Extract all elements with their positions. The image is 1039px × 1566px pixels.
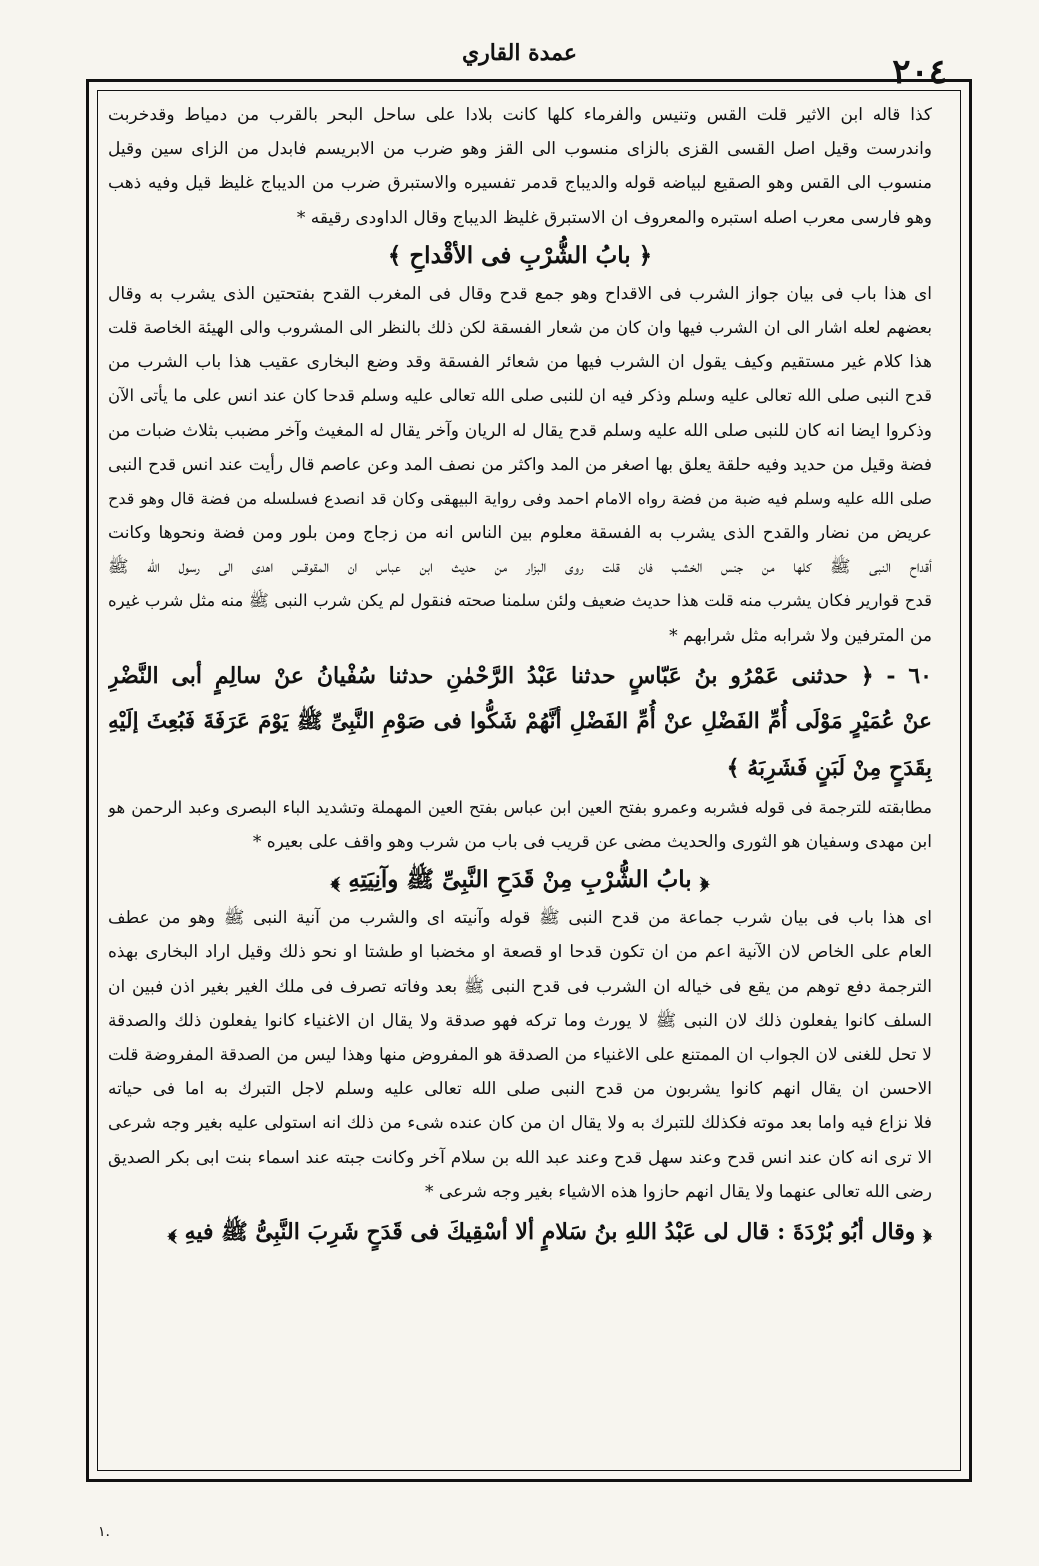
page-body bbox=[108, 98, 932, 1478]
text-line: العام على الخاص لان الآنية اعم من ان تكون قدحا او قصعة او مخضبا او طشتا او نحو ذلك وقيل اراد البخارى بهذه bbox=[108, 942, 932, 963]
footer-mark: ١. bbox=[98, 1524, 110, 1540]
text-line: الترجمة دفع توهم من يقع فى خياله ان الشرب فى قدح النبى ﷺ بعد وفاته تصرف فى ملك الغير بغير اذن فبين ان bbox=[108, 976, 932, 997]
text-line: صلى الله عليه وسلم فيه ضبة من فضة رواه الامام احمد وفى رواية البيهقى وكان قد انصدع فسلسله من فضة قال وهو قدح bbox=[108, 488, 932, 508]
running-title: عمدة القاري bbox=[461, 40, 578, 66]
hadith-60 bbox=[108, 653, 932, 791]
text-line: من المترفين ولا شرابه مثل شرابهم * bbox=[669, 625, 932, 646]
text-line: أقداح النبى ﷺ كلها من جنس الخشب فان قلت روى البزار من حديث ابن عباس ان المقوقس اهدى الى رسول الله ﷺ bbox=[108, 557, 932, 578]
text-line: الا ترى انه كان عند انس قدح وعند سهل قدح وعند عبد الله بن سلام آخر وكانت جبته عند اسماء بنت ابى بكر الصديق bbox=[108, 1147, 932, 1168]
text-line: السلف كانوا يفعلون ذلك لان النبى ﷺ لا يورث وما تركه فهو صدقة ولا يقال ان الاغنياء كانوا يفعلون ذلك والصدقة bbox=[108, 1010, 932, 1031]
hadith-line: ٦٠ - ﴿ حدثنى عَمْرُو بنُ عَبّاسٍ حدثنا عَبْدُ الرَّحْمٰنِ حدثنا سُفْيانُ عنْ سالِمٍ أبى النَّضْرِ bbox=[108, 662, 932, 689]
text-line: الاحسن ان يقال انهم كانوا يشربون من قدح النبى صلى الله تعالى عليه وسلم لاجل التبرك به اما فى حياته bbox=[108, 1079, 932, 1100]
text-line: وذكروا ايضا انه كان للنبى صلى الله عليه وسلم قدح يقال له الريان وآخر يقال له المغيث وآخر مضبب بثلاث ضبات من bbox=[108, 420, 932, 441]
text-line: ابن مهدى وسفيان هو الثورى والحديث مضى عن قريب فى باب من شرب وهو واقف على بعيره * bbox=[252, 832, 932, 852]
commentary-block-3 bbox=[108, 791, 932, 859]
text-line: فضة وقيل من حديد وفيه حلقة يعلق بها اصغر من المد واكثر من نصف المد وعن عاصم قال رأيت عند انس قدح النبى bbox=[108, 454, 932, 475]
hadith-line: بِقَدَحٍ مِنْ لَبَنٍ فَشَرِبَهُ ﴾ bbox=[726, 754, 932, 781]
text-line: عريض من نضار والقدح الذى يشرب به الفسقة معلوم بين الناس انه من زجاج ومن بلور ومن فضة ونحوها وكانت bbox=[108, 523, 932, 544]
text-line: رضى الله تعالى عنهما ولا يقال انهم حازوا هذه الاشياء بغير وجه شرعى * bbox=[425, 1181, 932, 1202]
text-line: وهو فارسى معرب اصله استبره والمعروف ان الاستبرق غليظ الديباج وقال الداودى رقيقه * bbox=[296, 207, 932, 228]
commentary-block-2 bbox=[108, 277, 932, 653]
text-line: قدح النبى صلى الله تعالى عليه وسلم وذكر فيه ان للنبى صلى الله تعالى عليه وسلم قدحا كان عند انس على ما يأتى الآن bbox=[108, 386, 932, 406]
text-line: واندرست وقيل اصل القسى القزى بالزاى منسوب الى القز وهو ضرب من الابريسم فابدل من الزاى سين وقيل bbox=[108, 139, 932, 160]
text-line: اى هذا باب فى بيان جواز الشرب فى الاقداح وهو جمع قدح وقال فى المغرب القدح بفتحتين الذى يشرب به وقال bbox=[108, 283, 932, 304]
text-line: قدح قوارير فكان يشرب منه قلت هذا حديث ضعيف ولئن سلمنا صحته فنقول لم يكن شرب النبى ﷺ منه مثل شرب غيره bbox=[108, 591, 932, 611]
hadith-line: عنْ عُمَيْرٍ مَوْلَى أُمِّ الفَضْلِ عنْ أُمِّ الفَضْلِ أنَّهُمْ شَكُّوا فى صَوْمِ النَّبِىِّ ﷺ يَوْمَ عَرَفَةَ فَبُعِثَ إلَيْهِ bbox=[108, 708, 932, 734]
text-line: لا تحل للغنى لان الجواب ان الممتنع على الاغنياء من الصدقة هو المفروض منها وهذا ليس من الصدقة المفروضة قلت bbox=[108, 1044, 932, 1065]
text-line: منسوب الى القس وهو الصقيع لبياضه قوله والديباج قدمر تفسيره والاستبرق ضرب من الديباج غليظ قيل وفيه ذهب bbox=[108, 173, 932, 194]
page-number: ٢٠٤ bbox=[892, 52, 947, 92]
chapter-heading-prophet-cup: ﴿ بابُ الشُّرْبِ مِنْ قَدَحِ النَّبِىِّ ﷺ وآنِيَتِهِ ﴾ bbox=[330, 866, 710, 894]
hadith-abu-burda: ﴿ وقال أبُو بُرْدَةَ : قال لى عَبْدُ اللهِ بنُ سَلامٍ ألا أسْقِيكَ فى قَدَحٍ شَرِبَ النَّبِىُّ ﷺ فيهِ ﴾ bbox=[167, 1218, 932, 1245]
commentary-block-4 bbox=[108, 901, 932, 1209]
chapter-heading-drinking-from-cups: ﴿ بابُ الشُّرْبِ فى الأقْداحِ ﴾ bbox=[387, 241, 653, 269]
text-line: بعضهم لعله اشار الى ان الشرب فيها وان كان من شعار الفسقة لكن ذلك بالنظر الى المشروب والى الهيئة الخاصة قلت bbox=[108, 317, 932, 337]
text-line: اى هذا باب فى بيان شرب جماعة من قدح النبى ﷺ قوله وآنيته اى والشرب من آنية النبى ﷺ وهو من عطف bbox=[108, 908, 932, 929]
text-line: مطابقته للترجمة فى قوله فشربه وعمرو بفتح العين ابن عباس بفتح العين المهملة وتشديد الباء البصرى وعبد الرحمن هو bbox=[108, 797, 932, 817]
commentary-block-1 bbox=[108, 98, 932, 235]
text-line: كذا قاله ابن الاثير قلت القس وتنيس والفرماء كلها كانت بلادا على ساحل البحر بالقرب من دمياط وقدخربت bbox=[108, 105, 932, 125]
text-line: هذا كلام غير مستقيم وكيف يقول ان الشرب فيها من شعائر الفسقة وقد وضع البخارى عقيب هذا باب الشرب من bbox=[108, 352, 932, 373]
text-line: فلا نزاع فيه واما بعد موته فكذلك للتبرك به ولا يقال ان من كان عنده شىء من ذلك انه استولى عليه بغير وجه شرعى bbox=[108, 1113, 932, 1134]
